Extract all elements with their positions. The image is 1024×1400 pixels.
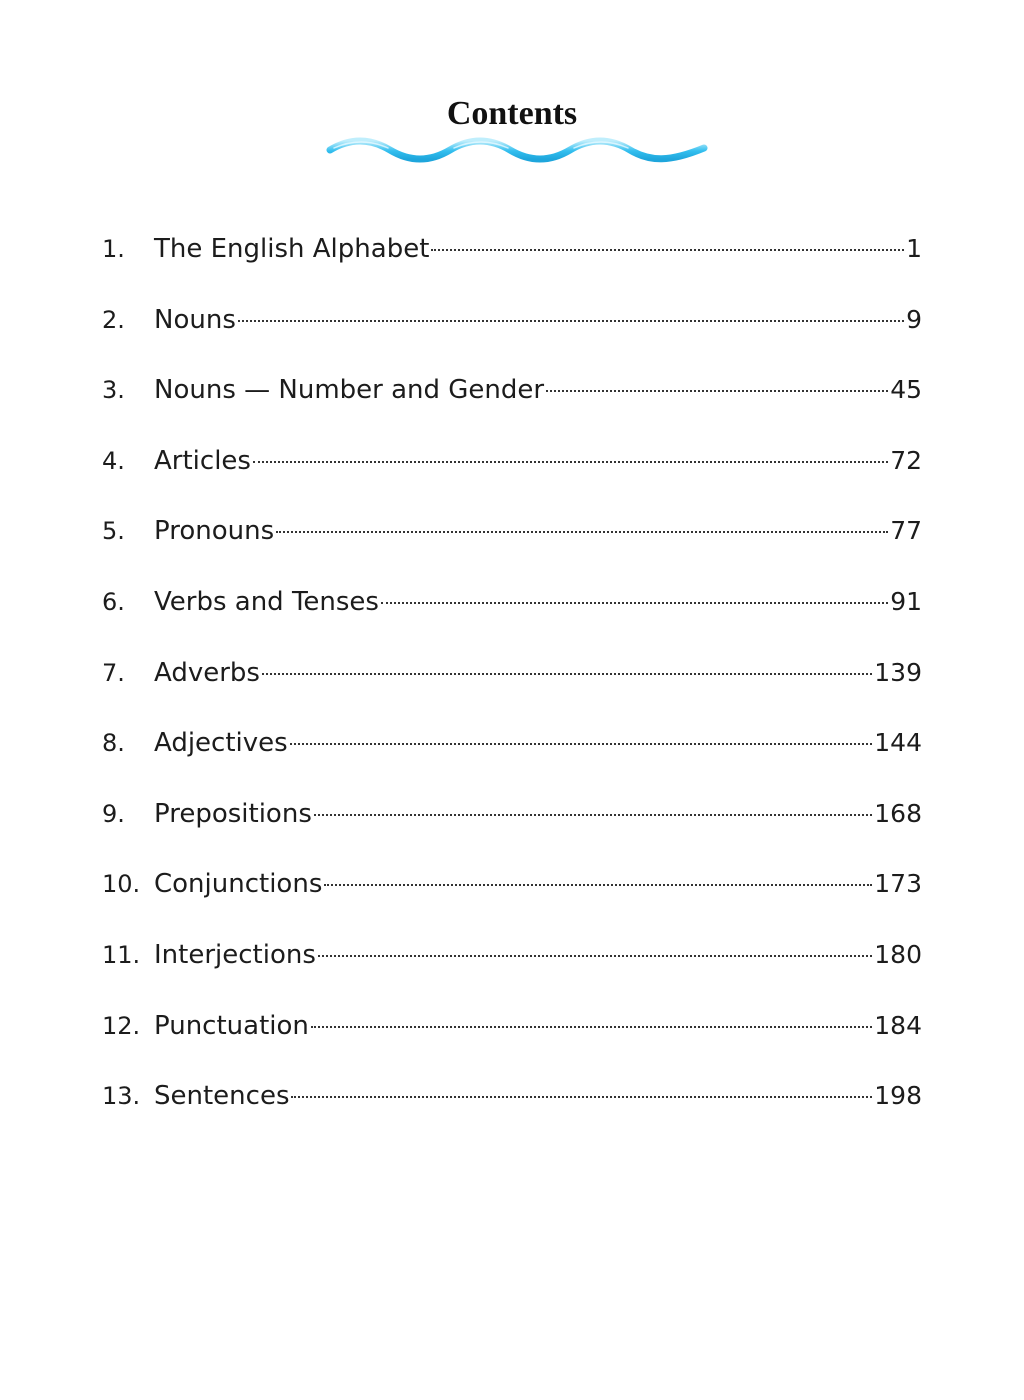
- toc-entry-title: Sentences: [154, 1081, 290, 1112]
- toc-entry-page: 144: [874, 728, 922, 758]
- dot-leader: [381, 602, 888, 604]
- toc-entry-title: Interjections: [154, 939, 316, 970]
- toc-entry[interactable]: [102, 438, 922, 509]
- toc-entry-page: 9: [906, 304, 922, 334]
- toc-entry-number: 6.: [102, 587, 125, 616]
- toc-entry-page: 72: [890, 445, 922, 475]
- toc-entry-page: 198: [874, 1081, 922, 1111]
- toc-entry-page: 91: [890, 586, 922, 616]
- toc-entry-page: 139: [874, 657, 922, 687]
- table-of-contents: [102, 226, 922, 1144]
- toc-entry[interactable]: [102, 297, 922, 368]
- toc-entry-number: 7.: [102, 658, 125, 687]
- dot-leader: [262, 673, 872, 675]
- toc-entry-page: 1: [906, 234, 922, 263]
- toc-entry-page: 77: [890, 516, 922, 546]
- toc-entry[interactable]: [102, 1073, 922, 1144]
- toc-entry-number: 1.: [102, 235, 125, 263]
- toc-entry-title: Nouns: [154, 304, 236, 335]
- toc-entry[interactable]: [102, 579, 922, 650]
- dot-leader: [276, 531, 888, 533]
- toc-entry[interactable]: [102, 367, 922, 438]
- toc-entry-title: Adjectives: [154, 728, 288, 759]
- toc-entry-number: 10.: [102, 870, 141, 899]
- toc-entry[interactable]: [102, 1003, 922, 1074]
- toc-entry-title: Nouns — Number and Gender: [154, 375, 545, 406]
- toc-entry[interactable]: [102, 226, 922, 297]
- toc-entry-number: 4.: [102, 446, 125, 475]
- dot-leader: [546, 390, 888, 392]
- toc-entry-title: The English Alphabet: [154, 234, 430, 264]
- dot-leader: [324, 884, 872, 886]
- toc-entry-title: Conjunctions: [154, 869, 323, 900]
- toc-entry-page: 180: [874, 939, 922, 969]
- toc-entry-number: 9.: [102, 799, 125, 828]
- toc-entry-title: Adverbs: [154, 657, 260, 688]
- toc-entry-page: 168: [874, 798, 922, 828]
- toc-entry-number: 2.: [102, 305, 125, 334]
- dot-leader: [238, 320, 904, 322]
- toc-entry-page: 184: [874, 1010, 922, 1040]
- toc-entry-page: 45: [890, 375, 922, 405]
- toc-entry-page: 173: [874, 869, 922, 899]
- dot-leader: [290, 743, 873, 745]
- toc-entry-title: Punctuation: [154, 1010, 309, 1041]
- dot-leader: [253, 461, 888, 463]
- toc-entry-number: 13.: [102, 1082, 141, 1111]
- dot-leader: [431, 249, 904, 251]
- toc-entry-number: 12.: [102, 1011, 141, 1040]
- toc-entry[interactable]: [102, 508, 922, 579]
- dot-leader: [311, 1026, 872, 1028]
- dot-leader: [291, 1096, 872, 1098]
- wave-divider-icon: [326, 136, 708, 168]
- toc-entry-title: Pronouns: [154, 516, 275, 547]
- toc-entry[interactable]: [102, 650, 922, 721]
- dot-leader: [318, 955, 872, 957]
- toc-entry-number: 5.: [102, 517, 125, 546]
- toc-entry-number: 11.: [102, 940, 141, 969]
- page-title: Contents: [446, 95, 578, 132]
- toc-entry-title: Verbs and Tenses: [154, 586, 379, 617]
- toc-entry-title: Prepositions: [154, 798, 312, 829]
- toc-entry-number: 3.: [102, 376, 125, 405]
- toc-entry[interactable]: [102, 861, 922, 932]
- toc-entry[interactable]: [102, 932, 922, 1003]
- toc-entry[interactable]: [102, 720, 922, 791]
- dot-leader: [314, 814, 872, 816]
- toc-entry[interactable]: [102, 791, 922, 862]
- toc-entry-title: Articles: [154, 445, 251, 476]
- toc-entry-number: 8.: [102, 729, 125, 758]
